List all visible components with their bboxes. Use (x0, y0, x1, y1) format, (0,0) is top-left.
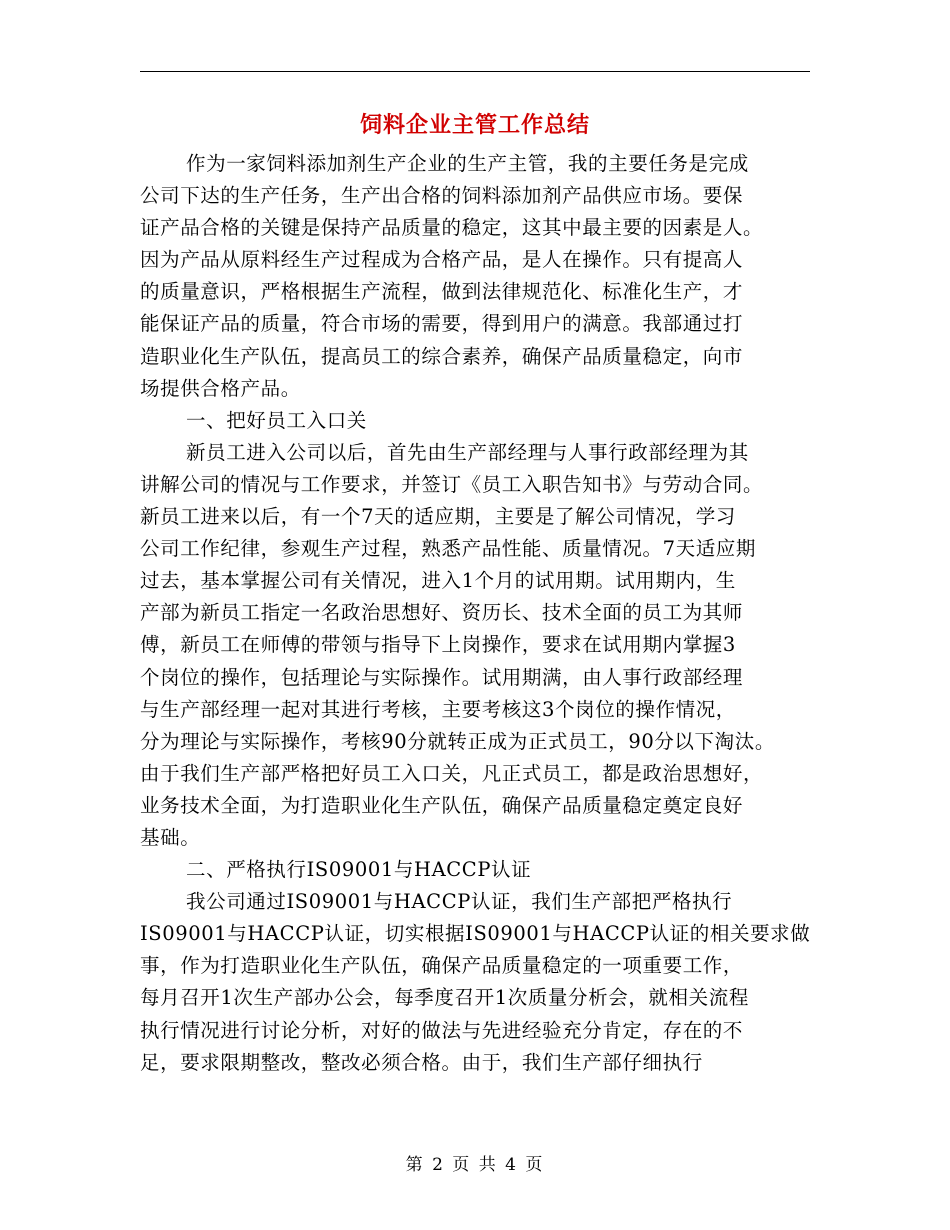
body-line: 因为产品从原料经生产过程成为合格产品，是人在操作。只有提高人 (140, 248, 744, 272)
body-line: 新员工进来以后，有一个7天的适应期，主要是了解公司情况，学习 (140, 505, 736, 529)
document-title: 饲料企业主管工作总结 (359, 112, 590, 138)
section-heading: 二、严格执行IS09001与HACCP认证 (186, 858, 532, 882)
section-heading: 一、把好员工入口关 (186, 408, 367, 432)
body-line: 造职业化生产队伍，提高员工的综合素养，确保产品质量稳定，向市 (140, 344, 744, 368)
body-line: 能保证产品的质量，符合市场的需要，得到用户的满意。我部通过打 (140, 312, 744, 336)
body-line: IS09001与HACCP认证，切实根据IS09001与HACCP认证的相关要求做 (140, 922, 810, 946)
body-line: 个岗位的操作，包括理论与实际操作。试用期满，由人事行政部经理 (140, 665, 744, 689)
page-footer: 第 2 页 共 4 页 (405, 1155, 545, 1175)
body-line: 新员工进入公司以后，首先由生产部经理与人事行政部经理为其 (186, 440, 749, 464)
body-line: 场提供合格产品。 (140, 376, 301, 400)
body-line: 业务技术全面，为打造职业化生产队伍，确保产品质量稳定奠定良好 (140, 793, 744, 817)
body-line: 证产品合格的关键是保持产品质量的稳定，这其中最主要的因素是人。 (140, 216, 764, 240)
body-line: 足，要求限期整改，整改必须合格。由于，我们生产部仔细执行 (140, 1050, 703, 1074)
document-body (140, 148, 810, 1079)
body-line: 傅，新员工在师傅的带领与指导下上岗操作，要求在试用期内掌握3 (140, 633, 736, 657)
body-line: 事，作为打造职业化生产队伍，确保产品质量稳定的一项重要工作， (140, 954, 744, 978)
body-line: 公司工作纪律，参观生产过程，熟悉产品性能、质量情况。7天适应期 (140, 537, 757, 561)
body-line: 执行情况进行讨论分析，对好的做法与先进经验充分肯定，存在的不 (140, 1018, 744, 1042)
body-line: 讲解公司的情况与工作要求，并签订《员工入职告知书》与劳动合同。 (140, 472, 764, 496)
header-rule (140, 71, 810, 72)
body-line: 公司下达的生产任务，生产出合格的饲料添加剂产品供应市场。要保 (140, 184, 744, 208)
body-line: 作为一家饲料添加剂生产企业的生产主管，我的主要任务是完成 (186, 152, 749, 175)
body-line: 产部为新员工指定一名政治思想好、资历长、技术全面的员工为其师 (140, 601, 744, 625)
body-line: 的质量意识，严格根据生产流程，做到法律规范化、标准化生产，才 (140, 280, 744, 304)
body-line: 我公司通过IS09001与HACCP认证，我们生产部把严格执行 (186, 890, 733, 914)
body-line: 分为理论与实际操作，考核90分就转正成为正式员工，90分以下淘汰。 (140, 729, 775, 753)
body-line: 基础。 (140, 825, 201, 849)
body-line: 过去，基本掌握公司有关情况，进入1个月的试用期。试用期内，生 (140, 569, 736, 593)
body-line: 每月召开1次生产部办公会，每季度召开1次质量分析会，就相关流程 (140, 986, 749, 1010)
body-line: 由于我们生产部严格把好员工入口关，凡正式员工，都是政治思想好， (140, 761, 764, 785)
body-line: 与生产部经理一起对其进行考核，主要考核这3个岗位的操作情况， (140, 697, 736, 721)
